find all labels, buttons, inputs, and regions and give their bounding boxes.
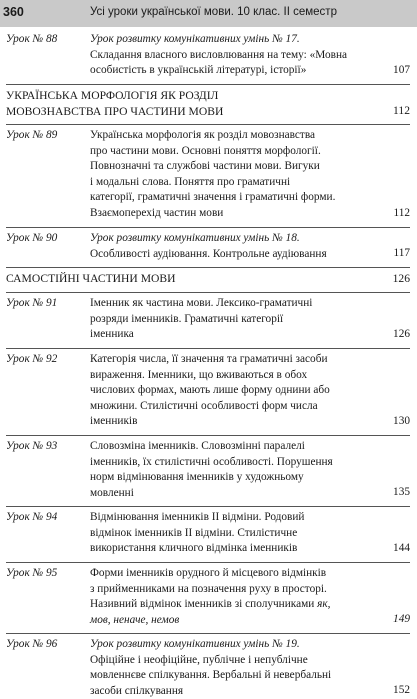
lesson-text-line: Українська морфологія як розділ мовознавства — [90, 129, 316, 141]
lesson-label: Урок № 96 — [6, 638, 58, 650]
lesson-text-line: Урок розвитку комунікативних умінь № 17. — [90, 33, 300, 45]
page-ref: 126 — [393, 328, 410, 341]
toc-entry-89 — [6, 128, 410, 222]
lesson-text-line: з прийменниками на позначення руху в просторі. — [90, 582, 327, 595]
lesson-text-line: іменника — [90, 328, 134, 341]
divider — [6, 435, 410, 436]
page-ref: 130 — [393, 415, 410, 428]
page-ref: 112 — [393, 104, 410, 118]
lesson-text-line: іменників — [90, 415, 138, 428]
toc-entry-96 — [6, 637, 410, 699]
lesson-text-line: Урок розвитку комунікативних умінь № 18. — [90, 232, 300, 244]
divider — [6, 562, 410, 563]
lesson-label: Урок № 95 — [6, 567, 58, 579]
conjunction-text: як, — [317, 598, 331, 611]
section-title-line: УКРАЇНСЬКА МОРФОЛОГІЯ ЯК РОЗДІЛ — [6, 89, 219, 102]
lesson-text-line: Особливості аудіювання. Контрольне аудіювання — [90, 247, 327, 260]
page-ref: 117 — [393, 247, 410, 260]
lesson-text-line: засоби спілкування — [90, 684, 184, 697]
divider — [6, 506, 410, 507]
page-ref: 152 — [393, 684, 410, 697]
toc-entry-93 — [6, 439, 410, 501]
lesson-text-line: Форми іменників орудного й місцевого відмінків — [90, 567, 327, 579]
toc-entry-94 — [6, 510, 410, 557]
toc-entry-95 — [6, 566, 410, 628]
lesson-text-line: розряди іменників. Граматичні категорії — [90, 312, 284, 325]
lesson-label: Урок № 92 — [6, 353, 58, 365]
page-number: 360 — [3, 5, 24, 19]
toc-entry-90 — [6, 231, 410, 262]
lesson-text-line: Іменник як частина мови. Лексико-граматичні — [90, 297, 313, 309]
lesson-text-line: норм відмінювання іменників у художньому — [90, 471, 304, 484]
toc-entry-88 — [6, 32, 410, 79]
section-title-line: САМОСТІЙНІ ЧАСТИНИ МОВИ — [6, 272, 176, 285]
lesson-text-line: числових формах, мають лише форму однини або — [90, 384, 330, 397]
lesson-text-line: множини. Стилістичні особливості форм числа — [90, 399, 318, 412]
lesson-text-line: використання кличного відмінка іменників — [90, 542, 298, 555]
toc-entry-92 — [6, 352, 410, 430]
page-ref: 135 — [393, 486, 410, 499]
lesson-text-line: Називний відмінок іменників зі сполучниками — [90, 598, 315, 611]
lesson-text-line: мовленнєве спілкування. Вербальні й невербальні — [90, 669, 332, 682]
page-ref: 126 — [392, 272, 410, 286]
page-ref: 107 — [393, 64, 410, 77]
divider — [6, 267, 410, 268]
page-header — [0, 0, 417, 27]
running-title: Усі уроки української мови. 10 клас. ІІ семестр — [90, 6, 337, 18]
lesson-label: Урок № 88 — [6, 33, 58, 45]
lesson-text-line: категорії, граматичні значення і граматичні форми. — [90, 191, 336, 204]
lesson-text-line: відмінок іменників ІІ відміни. Стилістичне — [90, 526, 298, 539]
divider — [6, 84, 410, 85]
lesson-label: Урок № 94 — [6, 511, 58, 523]
page-ref: 112 — [393, 207, 410, 220]
lesson-text-line: Повнозначні та службові частини мови. Вигуки — [90, 160, 320, 173]
lesson-text-line: Відмінювання іменників ІІ відміни. Родовий — [90, 511, 305, 523]
lesson-text-line: про частини мови. Основні поняття морфології. — [90, 144, 321, 157]
lesson-text-line: мовленні — [90, 486, 134, 499]
section-heading — [6, 271, 410, 287]
divider — [6, 227, 410, 228]
toc-entry-91 — [6, 296, 410, 343]
lesson-text-line: вираження. Іменники, що вживаються в обох — [90, 368, 308, 381]
divider — [6, 633, 410, 634]
lesson-text-line: Урок розвитку комунікативних умінь № 19. — [90, 638, 300, 650]
lesson-text-line: Складання власного висловлювання на тему: «Мовна — [90, 48, 348, 61]
lesson-text-line: Категорія числа, її значення та граматичні засоби — [90, 353, 328, 365]
lesson-label: Урок № 91 — [6, 297, 58, 309]
divider — [6, 124, 410, 125]
section-title-line: МОВОЗНАВСТВА ПРО ЧАСТИНИ МОВИ — [6, 104, 224, 118]
lesson-text-line: іменників, їх стилістичні особливості. Порушення — [90, 455, 333, 468]
divider — [6, 292, 410, 293]
lesson-text-line: особистість в українській літературі, історії» — [90, 64, 307, 77]
lesson-text-line: Взаємоперехід частин мови — [90, 206, 224, 219]
lesson-label: Урок № 89 — [6, 129, 58, 141]
lesson-label: Урок № 93 — [6, 440, 58, 452]
lesson-text-line: Офіційне і неофіційне, публічне і непублічне — [90, 653, 308, 666]
page-ref: 144 — [393, 542, 410, 555]
lesson-text-line: і модальні слова. Поняття про граматичні — [90, 175, 291, 188]
page-ref: 149 — [393, 613, 410, 626]
lesson-text-line: Словозміна іменників. Словозмінні паралелі — [90, 440, 305, 452]
divider — [6, 348, 410, 349]
section-heading — [6, 88, 410, 119]
lesson-text-line: мов, неначе, немов — [90, 613, 180, 626]
lesson-label: Урок № 90 — [6, 232, 58, 244]
